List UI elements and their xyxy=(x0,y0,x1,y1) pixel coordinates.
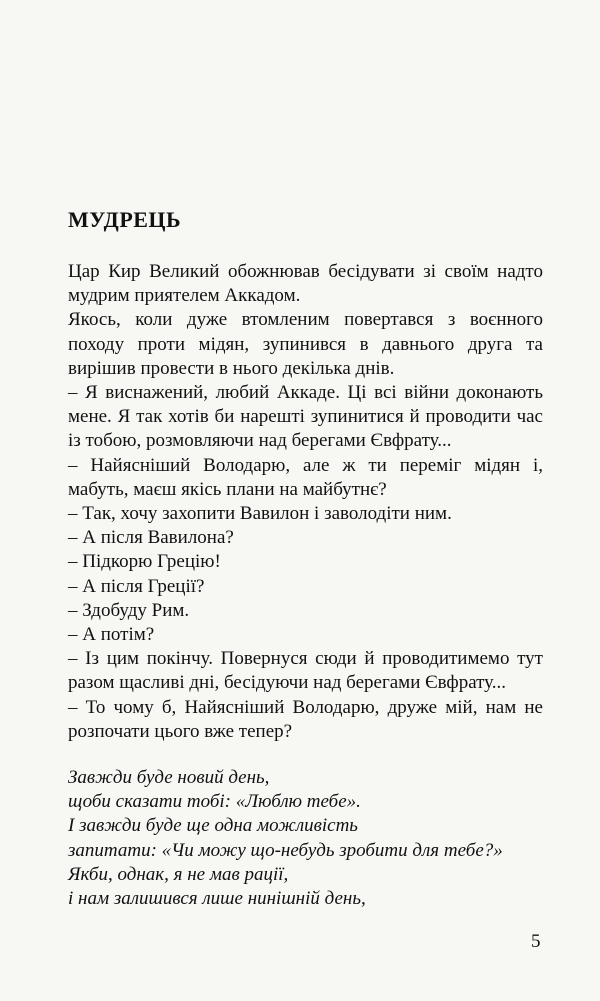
paragraph: – А після Греції? xyxy=(68,575,205,597)
poem-line: Якби, однак, я не мав рації, xyxy=(68,863,289,885)
poem-block xyxy=(68,766,543,911)
paragraph: Цар Кир Великий обожнював бесідувати зі своїм надто мудрим приятелем Аккадом. xyxy=(68,261,543,307)
paragraph: – Я виснажений, любий Аккаде. Ці всі війни доконають мене. Я так хотів би нарешті зупинитися й проводити час із тобою, розмовляючи над берегами Євфрату... xyxy=(68,382,543,452)
paragraph: – А потім? xyxy=(68,624,155,646)
page-number: 5 xyxy=(531,931,541,952)
poem-line: Завжди буде новий день, xyxy=(68,767,270,789)
paragraph: – Найясніший Володарю, але ж ти переміг мідян і, мабуть, маєш якісь плани на майбутнє? xyxy=(68,454,543,500)
page-content xyxy=(68,206,543,911)
paragraph: – Із цим покінчу. Повернуся сюди й проводитимемо тут разом щасливі дні, бесідуючи над берегами Євфрату... xyxy=(68,648,543,694)
paragraph: – Здобуду Рим. xyxy=(68,599,190,621)
poem-line: І завжди буде ще одна можливість xyxy=(68,815,358,837)
paragraph: – То чому б, Найясніший Володарю, друже мій, нам не розпочати цього вже тепер? xyxy=(68,696,543,742)
poem-line: і нам залишився лише нинішній день, xyxy=(68,888,366,910)
paragraph: – Так, хочу захопити Вавилон і заволодіти ним. xyxy=(68,503,452,525)
paragraph: Якось, коли дуже втомленим повертався з воєнного походу проти мідян, зупинився в давнього друга та вирішив провести в нього декілька днів. xyxy=(68,309,543,379)
paragraph: – Підкорю Грецію! xyxy=(68,551,221,573)
paragraph: – А після Вавилона? xyxy=(68,527,234,549)
poem-line: щоби сказати тобі: «Люблю тебе». xyxy=(68,791,361,813)
prose-block xyxy=(68,260,543,744)
chapter-title: МУДРЕЦЬ xyxy=(68,207,182,232)
poem-line: запитати: «Чи можу що-небудь зробити для тебе?» xyxy=(68,839,503,861)
